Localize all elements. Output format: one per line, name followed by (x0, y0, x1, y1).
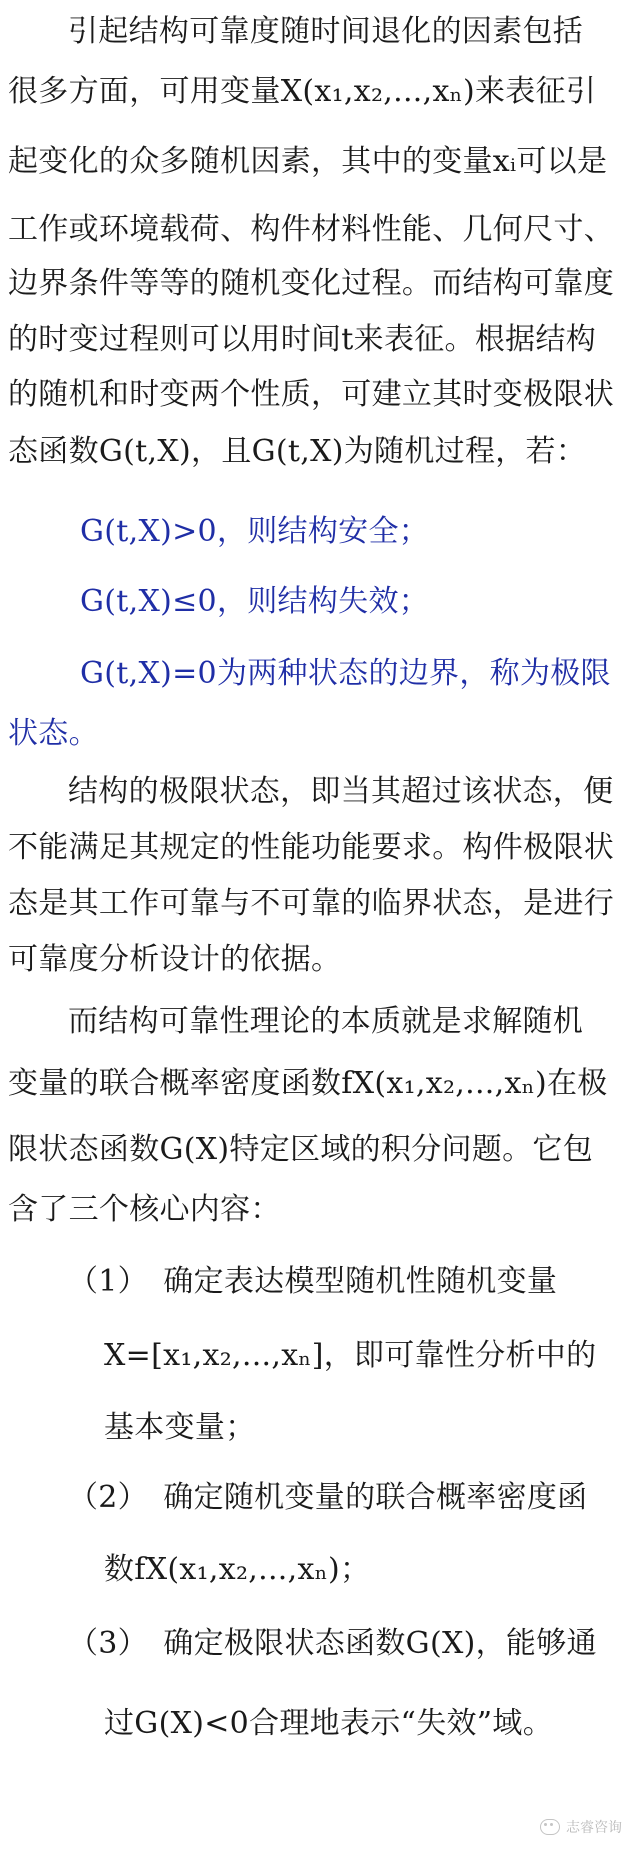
list-item-1: （1） 确定表达模型随机性随机变量 (68, 1264, 558, 1299)
paragraph-line: 可靠度分析设计的依据。 (8, 942, 342, 977)
paragraph-line: 的随机和时变两个性质，可建立其时变极限状 (8, 377, 614, 412)
paragraph-line: 起变化的众多随机因素，其中的变量xᵢ可以是 (8, 144, 608, 179)
paragraph-line: 的时变过程则可以用时间t来表征。根据结构 (8, 322, 597, 357)
paragraph-line: 而结构可靠性理论的本质就是求解随机 (68, 1004, 584, 1039)
paragraph-line: 变量的联合概率密度函数fX(x₁,x₂,...,xₙ)在极 (8, 1066, 608, 1101)
paragraph-line: 工作或环境载荷、构件材料性能、几何尺寸、 (8, 212, 614, 247)
condition-safe: G(t,X)>0，则结构安全； (80, 514, 430, 549)
list-item-1-cont: X=[x₁,x₂,...,xₙ]，即可靠性分析中的 (104, 1338, 597, 1373)
condition-failure: G(t,X)≤0，则结构失效； (80, 584, 430, 619)
list-item-2-cont: 数fX(x₁,x₂,...,xₙ)； (104, 1552, 371, 1587)
paragraph-line: 态是其工作可靠与不可靠的临界状态，是进行 (8, 886, 614, 921)
condition-boundary-cont: 状态。 (8, 716, 99, 751)
paragraph-line: 结构的极限状态，即当其超过该状态，便 (68, 774, 614, 809)
paragraph-line: 引起结构可靠度随时间退化的因素包括 (68, 14, 584, 49)
condition-boundary: G(t,X)=0为两种状态的边界，称为极限 (80, 656, 611, 691)
wechat-icon (540, 1819, 560, 1835)
paragraph-line: 很多方面，可用变量X(x₁,x₂,...,xₙ)来表征引 (8, 74, 597, 109)
paragraph-line: 态函数G(t,X)，且G(t,X)为随机过程，若： (8, 434, 587, 469)
paragraph-line: 不能满足其规定的性能功能要求。构件极限状 (8, 830, 614, 865)
watermark (540, 1817, 622, 1837)
list-item-3: （3） 确定极限状态函数G(X)，能够通 (68, 1626, 597, 1661)
list-item-2: （2） 确定随机变量的联合概率密度函 (68, 1480, 588, 1515)
paragraph-line: 限状态函数G(X)特定区域的积分问题。它包 (8, 1132, 594, 1167)
list-item-1-cont: 基本变量； (104, 1410, 256, 1445)
list-item-3-cont: 过G(X)<0合理地表示“失效”域。 (104, 1706, 554, 1741)
paragraph-line: 边界条件等等的随机变化过程。而结构可靠度 (8, 266, 614, 301)
watermark-text: 志睿咨询 (566, 1820, 622, 1836)
paragraph-line: 含了三个核心内容： (8, 1192, 281, 1227)
